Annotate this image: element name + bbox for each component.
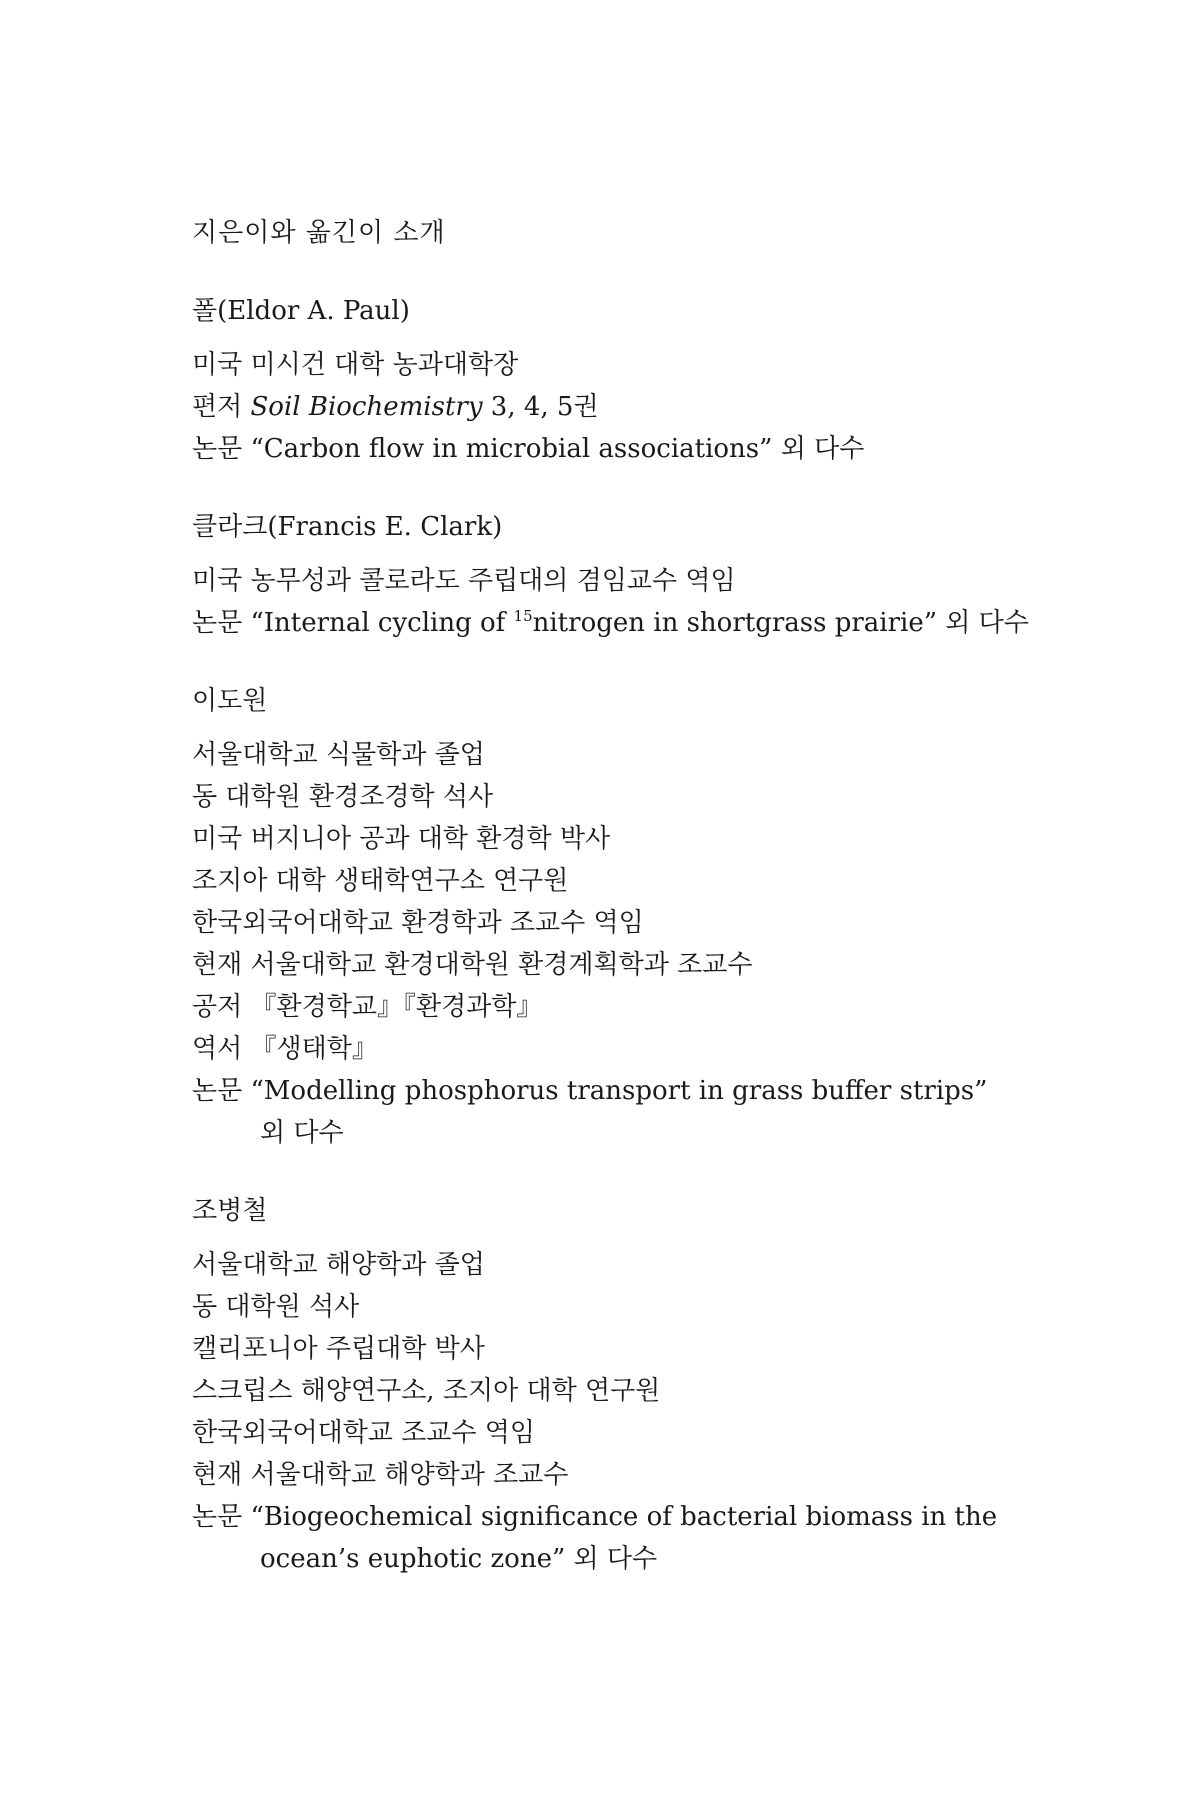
paper-superscript: 15: [513, 607, 533, 625]
author-name: 이도원: [192, 686, 268, 716]
bio-line: 미국 농무성과 콜로라도 주립대의 겸임교수 역임: [192, 566, 736, 596]
page-heading: 지은이와 옮긴이 소개: [192, 218, 446, 248]
bio-line: 스크립스 해양연구소, 조지아 대학 연구원: [192, 1376, 661, 1406]
bio-line: 논문 “Carbon flow in microbial associations” 외 다수: [192, 434, 865, 464]
bio-line: 동 대학원 석사: [192, 1292, 360, 1322]
author-name: 조병철: [192, 1196, 268, 1226]
edited-work-prefix: 편저: [192, 392, 251, 422]
bio-line: 서울대학교 식물학과 졸업: [192, 740, 485, 770]
bio-line: 공저 『환경학교』『환경과학』: [192, 992, 543, 1022]
bio-line-paper: [192, 602, 1092, 644]
bio-line: 미국 미시건 대학 농과대학장: [192, 350, 519, 380]
bio-line: 현재 서울대학교 환경대학원 환경계획학과 조교수: [192, 950, 753, 980]
bio-line: 역서 『생태학』: [192, 1034, 378, 1064]
bio-line-continuation: 외 다수: [260, 1118, 344, 1148]
bio-line: 캘리포니아 주립대학 박사: [192, 1334, 485, 1364]
author-section-clark: [192, 506, 1092, 644]
page-content: [192, 212, 1092, 1580]
bio-line: 조지아 대학 생태학연구소 연구원: [192, 866, 569, 896]
bio-line: 서울대학교 해양학과 졸업: [192, 1250, 485, 1280]
bio-line-continuation: ocean’s euphotic zone” 외 다수: [260, 1544, 658, 1574]
bio-line-edited-work: [192, 386, 1092, 428]
bio-line: 한국외국어대학교 환경학과 조교수 역임: [192, 908, 644, 938]
bio-line: 동 대학원 환경조경학 석사: [192, 782, 494, 812]
bio-line: 논문 “Modelling phosphorus transport in grass buffer strips”: [192, 1076, 988, 1106]
author-name: 폴(Eldor A. Paul): [192, 296, 410, 326]
bio-line: 현재 서울대학교 해양학과 조교수: [192, 1460, 569, 1490]
paper-prefix: 논문 “Internal cycling of: [192, 608, 514, 638]
edited-work-title: Soil Biochemistry: [250, 392, 483, 422]
edited-work-suffix: 3, 4, 5권: [482, 392, 599, 422]
author-section-paul: [192, 290, 1092, 470]
bio-line: 한국외국어대학교 조교수 역임: [192, 1418, 536, 1448]
author-section-cho: [192, 1190, 1092, 1580]
author-section-lee: [192, 680, 1092, 1154]
bio-line: 논문 “Biogeochemical significance of bacterial biomass in the: [192, 1502, 998, 1532]
paper-suffix: nitrogen in shortgrass prairie” 외 다수: [532, 608, 1029, 638]
author-name: 클라크(Francis E. Clark): [192, 512, 503, 542]
bio-line: 미국 버지니아 공과 대학 환경학 박사: [192, 824, 611, 854]
